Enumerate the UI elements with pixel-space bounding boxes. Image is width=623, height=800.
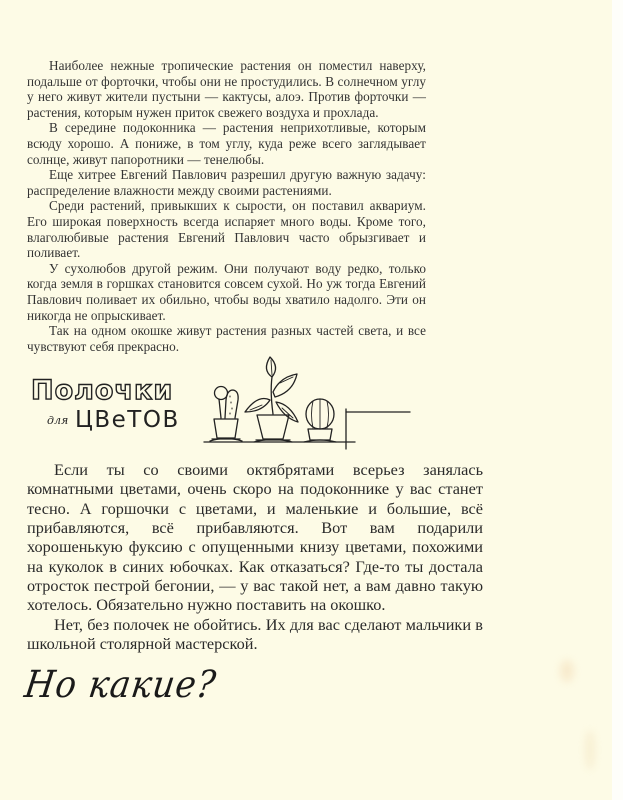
paragraph: Еще хитрее Евгений Павлович разрешил другую важную задачу: распределение влажности между своими растениями.	[27, 167, 426, 198]
paragraph: Наиболее нежные тропические растения он поместил наверху, подальше от форточки, чтобы они не простудились. В солнечном углу у него живут жители пустыни — кактусы, алоэ. Против форточки — растения, которым нужен приток свежего воздуха и прохлада.	[27, 58, 426, 120]
leafy-plant-pot-icon	[245, 357, 298, 442]
paragraph: В середине подоконника — растения неприхотливые, которым всюду хорошо. А пониже, в том углу, куда реже всего заглядывает солнце, живут папоротники — тенелюбы.	[27, 120, 426, 167]
section-heading	[27, 376, 207, 446]
text-section-1	[27, 58, 426, 354]
paper-stain	[560, 660, 574, 682]
heading-small-text: для	[47, 414, 69, 427]
paragraph: Если ты со своими октябрятами всерьез занялась комнатными цветами, очень скоро на подоконнике у вас станет тесно. А горшочки с цветами, и маленькие и большие, всё прибавляются, всё прибавляются. Вот вам подарили хорошенькую фуксию с опущенными книзу цветами, похожими на куколок в синих юбочках. Как отказаться? Где-то ты достала отросток пестрой бегонии, — у вас такой нет, а вам давно такую хотелось. Обязательно нужно поставить на окошко.	[27, 460, 483, 615]
paragraph: Так на одном окошке живут растения разных частей света, и все чувствуют себя прекрасно.	[27, 323, 426, 354]
plant-pots-illustration	[200, 352, 420, 452]
round-cactus-pot-icon	[304, 399, 336, 442]
paragraph: Нет, без полочек не обойтись. Их для вас сделают мальчики в школьной столярной мастерской.	[27, 614, 483, 654]
heading-main-text: Полочки	[31, 375, 174, 406]
paragraph: У сухолюбов другой режим. Они получают воду редко, только когда земля в горшках становится совсем сухой. Но уж тогда Евгений Павлович поливает их обильно, чтобы воды хватило надолго. Эти он никогда не опрыскивает.	[27, 260, 426, 323]
heading-sub-text: ЦВеТОВ	[75, 407, 180, 433]
paper-stain	[585, 730, 595, 770]
paper-edge	[612, 0, 623, 800]
handwritten-question: Но какие?	[21, 663, 220, 707]
paragraph: Среди растений, привыкших к сырости, он поставил аквариум. Его широкая поверхность всегда испаряет много воды. Кроме того, влаголюбивые растения Евгений Павлович часто обрызгивает и поливает.	[27, 198, 426, 261]
text-section-2	[27, 460, 483, 653]
cactus-pot-icon	[210, 387, 242, 442]
